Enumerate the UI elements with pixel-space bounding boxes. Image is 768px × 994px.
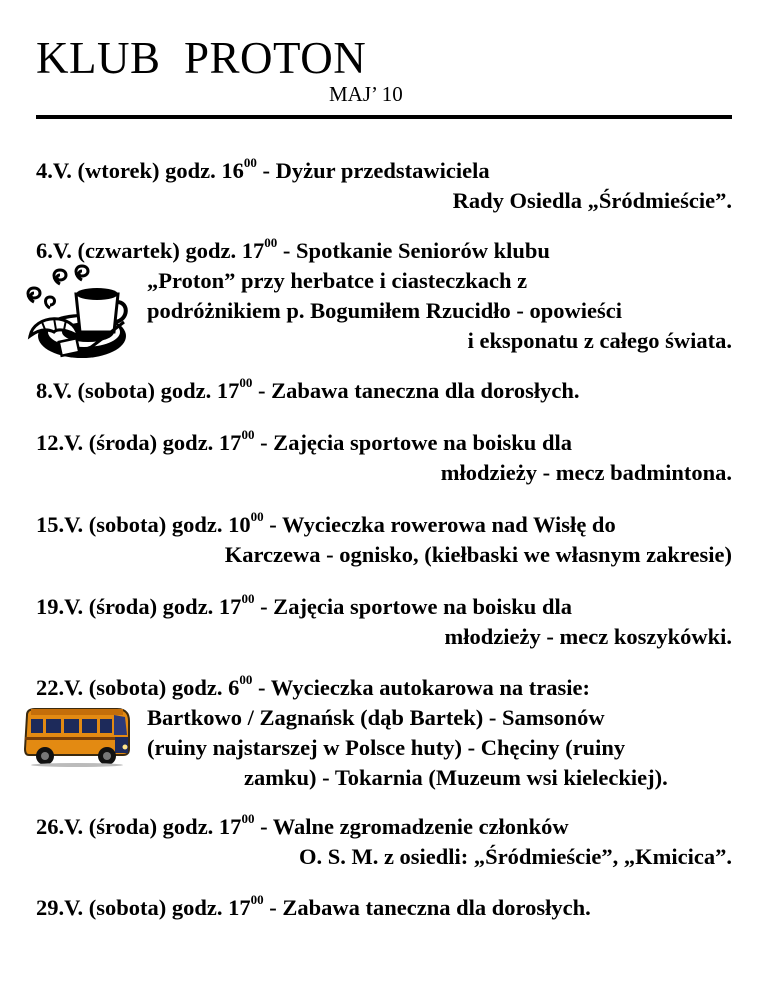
event-item [36, 673, 732, 793]
page-subtitle: MAJ’ 10 [329, 82, 403, 106]
event-line: 19.V. (środa) godz. $17^{00}$ - Zajęcia sportowe na boisku dla [36, 590, 572, 619]
event-line: zamku) - Tokarnia (Muzeum wsi kieleckiej). [244, 765, 668, 790]
event-line: O. S. M. z osiedli: „Śródmieście”, „Kmicica”. [298, 844, 732, 869]
event-item [36, 156, 732, 216]
event-item [36, 510, 732, 570]
event-line: 22.V. (sobota) godz. $6^{00}$ - Wycieczka autokarowa na trasie: [36, 671, 591, 700]
event-item [36, 428, 732, 488]
event-line: młodzieży - mecz koszykówki. [444, 624, 732, 649]
event-line: 15.V. (sobota) godz. $10^{00}$ - Wycieczka rowerowa nad Wisłę do [36, 508, 616, 537]
event-line: (ruiny najstarszej w Polsce huty) - Chęciny (ruiny [147, 735, 626, 760]
page-title: KLUB PROTON [36, 33, 367, 83]
bus-icon [21, 705, 133, 767]
event-line: 29.V. (sobota) godz. $17^{00}$ - Zabawa taneczna dla dorosłych. [36, 891, 591, 920]
event-line: 4.V. (wtorek) godz. $16^{00}$ - Dyżur przedstawiciela [36, 154, 490, 183]
event-line: „Proton” przy herbatce i ciasteczkach z [147, 268, 528, 293]
event-item [36, 893, 732, 923]
header-divider [36, 115, 732, 119]
event-line: Karczewa - ognisko, (kiełbaski we własnym zakresie) [224, 542, 732, 567]
event-line: 12.V. (środa) godz. $17^{00}$ - Zajęcia sportowe na boisku dla [36, 426, 572, 455]
event-line: 26.V. (środa) godz. $17^{00}$ - Walne zgromadzenie członków [36, 810, 569, 839]
event-line: Bartkowo / Zagnańsk (dąb Bartek) - Samsonów [147, 705, 605, 730]
event-item [36, 812, 732, 872]
event-line: młodzieży - mecz badmintona. [440, 460, 732, 485]
event-item [36, 592, 732, 652]
event-line: 6.V. (czwartek) godz. $17^{00}$ - Spotkanie Seniorów klubu [36, 234, 550, 263]
coffee-croissant-icon [20, 262, 132, 364]
event-item [36, 376, 732, 406]
event-line: i eksponatu z całego świata. [467, 328, 732, 353]
event-line: podróżnikiem p. Bogumiłem Rzucidło - opowieści [147, 298, 623, 323]
event-item [36, 236, 732, 356]
event-line: 8.V. (sobota) godz. $17^{00}$ - Zabawa taneczna dla dorosłych. [36, 374, 580, 403]
event-line: Rady Osiedla „Śródmieście”. [452, 188, 732, 213]
